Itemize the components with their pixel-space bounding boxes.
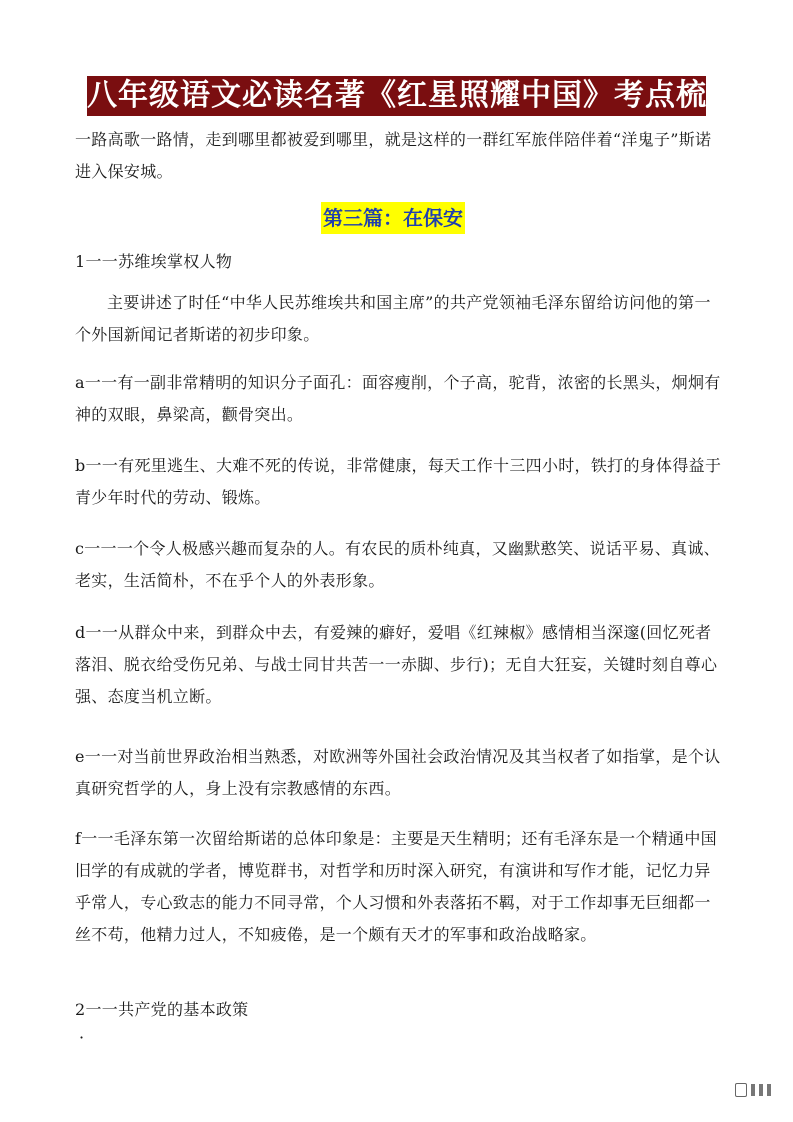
watermark-bar-icon — [759, 1084, 763, 1096]
item-e: e一一对当前世界政治相当熟悉，对欧洲等外国社会政治情况及其当权者了如指掌，是个认真研究哲学的人，身上没有宗教感情的东西。 — [75, 747, 721, 798]
item-b: b一一有死里逃生、大难不死的传说，非常健康，每天工作十三四小时，铁打的身体得益于青少年时代的劳动、锻炼。 — [75, 456, 722, 507]
document-title: 八年级语文必读名著《红星照耀中国》考点梳理 — [87, 76, 706, 116]
subheading-party-policy: 2一一共产党的基本政策 — [75, 1000, 249, 1019]
watermark-logo — [735, 1083, 771, 1097]
item-a: a一一有一副非常精明的知识分子面孔：面容瘦削，个子高，驼背，浓密的长黑头，炯炯有神的双眼，鼻梁高，颧骨突出。 — [75, 373, 721, 424]
item-d: d一一从群众中来，到群众中去，有爱辣的癖好，爱唱《红辣椒》感情相当深邃(回忆死者落泪、脱衣给受伤兄弟、与战士同甘共苦一一赤脚、步行)；无自大狂妄，关键时刻自尊心强、态度当机立断。 — [75, 623, 718, 706]
watermark-bar-icon — [751, 1084, 755, 1096]
intro-paragraph: 一路高歌一路情，走到哪里都被爱到哪里，就是这样的一群红军旅伴陪伴着“洋鬼子”斯诺进入保安城。 — [75, 130, 712, 181]
item-f: f一一毛泽东第一次留给斯诺的总体印象是：主要是天生精明；还有毛泽东是一个精通中国旧学的有成就的学者，博览群书，对哲学和历时深入研究，有演讲和写作才能，记忆力异乎常人，专心致志的能力不同寻常，个人习惯和外表落拓不羁，对于工作却事无巨细都一丝不苟，他精力过人，不知疲倦，是一个颇有天才的军事和政治战略家。 — [75, 829, 717, 944]
subheading-soviet-leaders: 1一一苏维埃掌权人物 — [75, 252, 233, 271]
section-heading: 第三篇：在保安 — [321, 202, 465, 234]
trailing-dot: · — [79, 1028, 85, 1047]
item-c: c一一一个令人极感兴趣而复杂的人。有农民的质朴纯真，又幽默憨笑、说话平易、真诚、老实，生活简朴，不在乎个人的外表形象。 — [75, 539, 720, 590]
watermark-box-icon — [735, 1083, 747, 1097]
summary-paragraph: 主要讲述了时任“中华人民苏维埃共和国主席”的共产党领袖毛泽东留给访问他的第一个外国新闻记者斯诺的初步印象。 — [75, 293, 711, 344]
watermark-bar-icon — [767, 1084, 771, 1096]
